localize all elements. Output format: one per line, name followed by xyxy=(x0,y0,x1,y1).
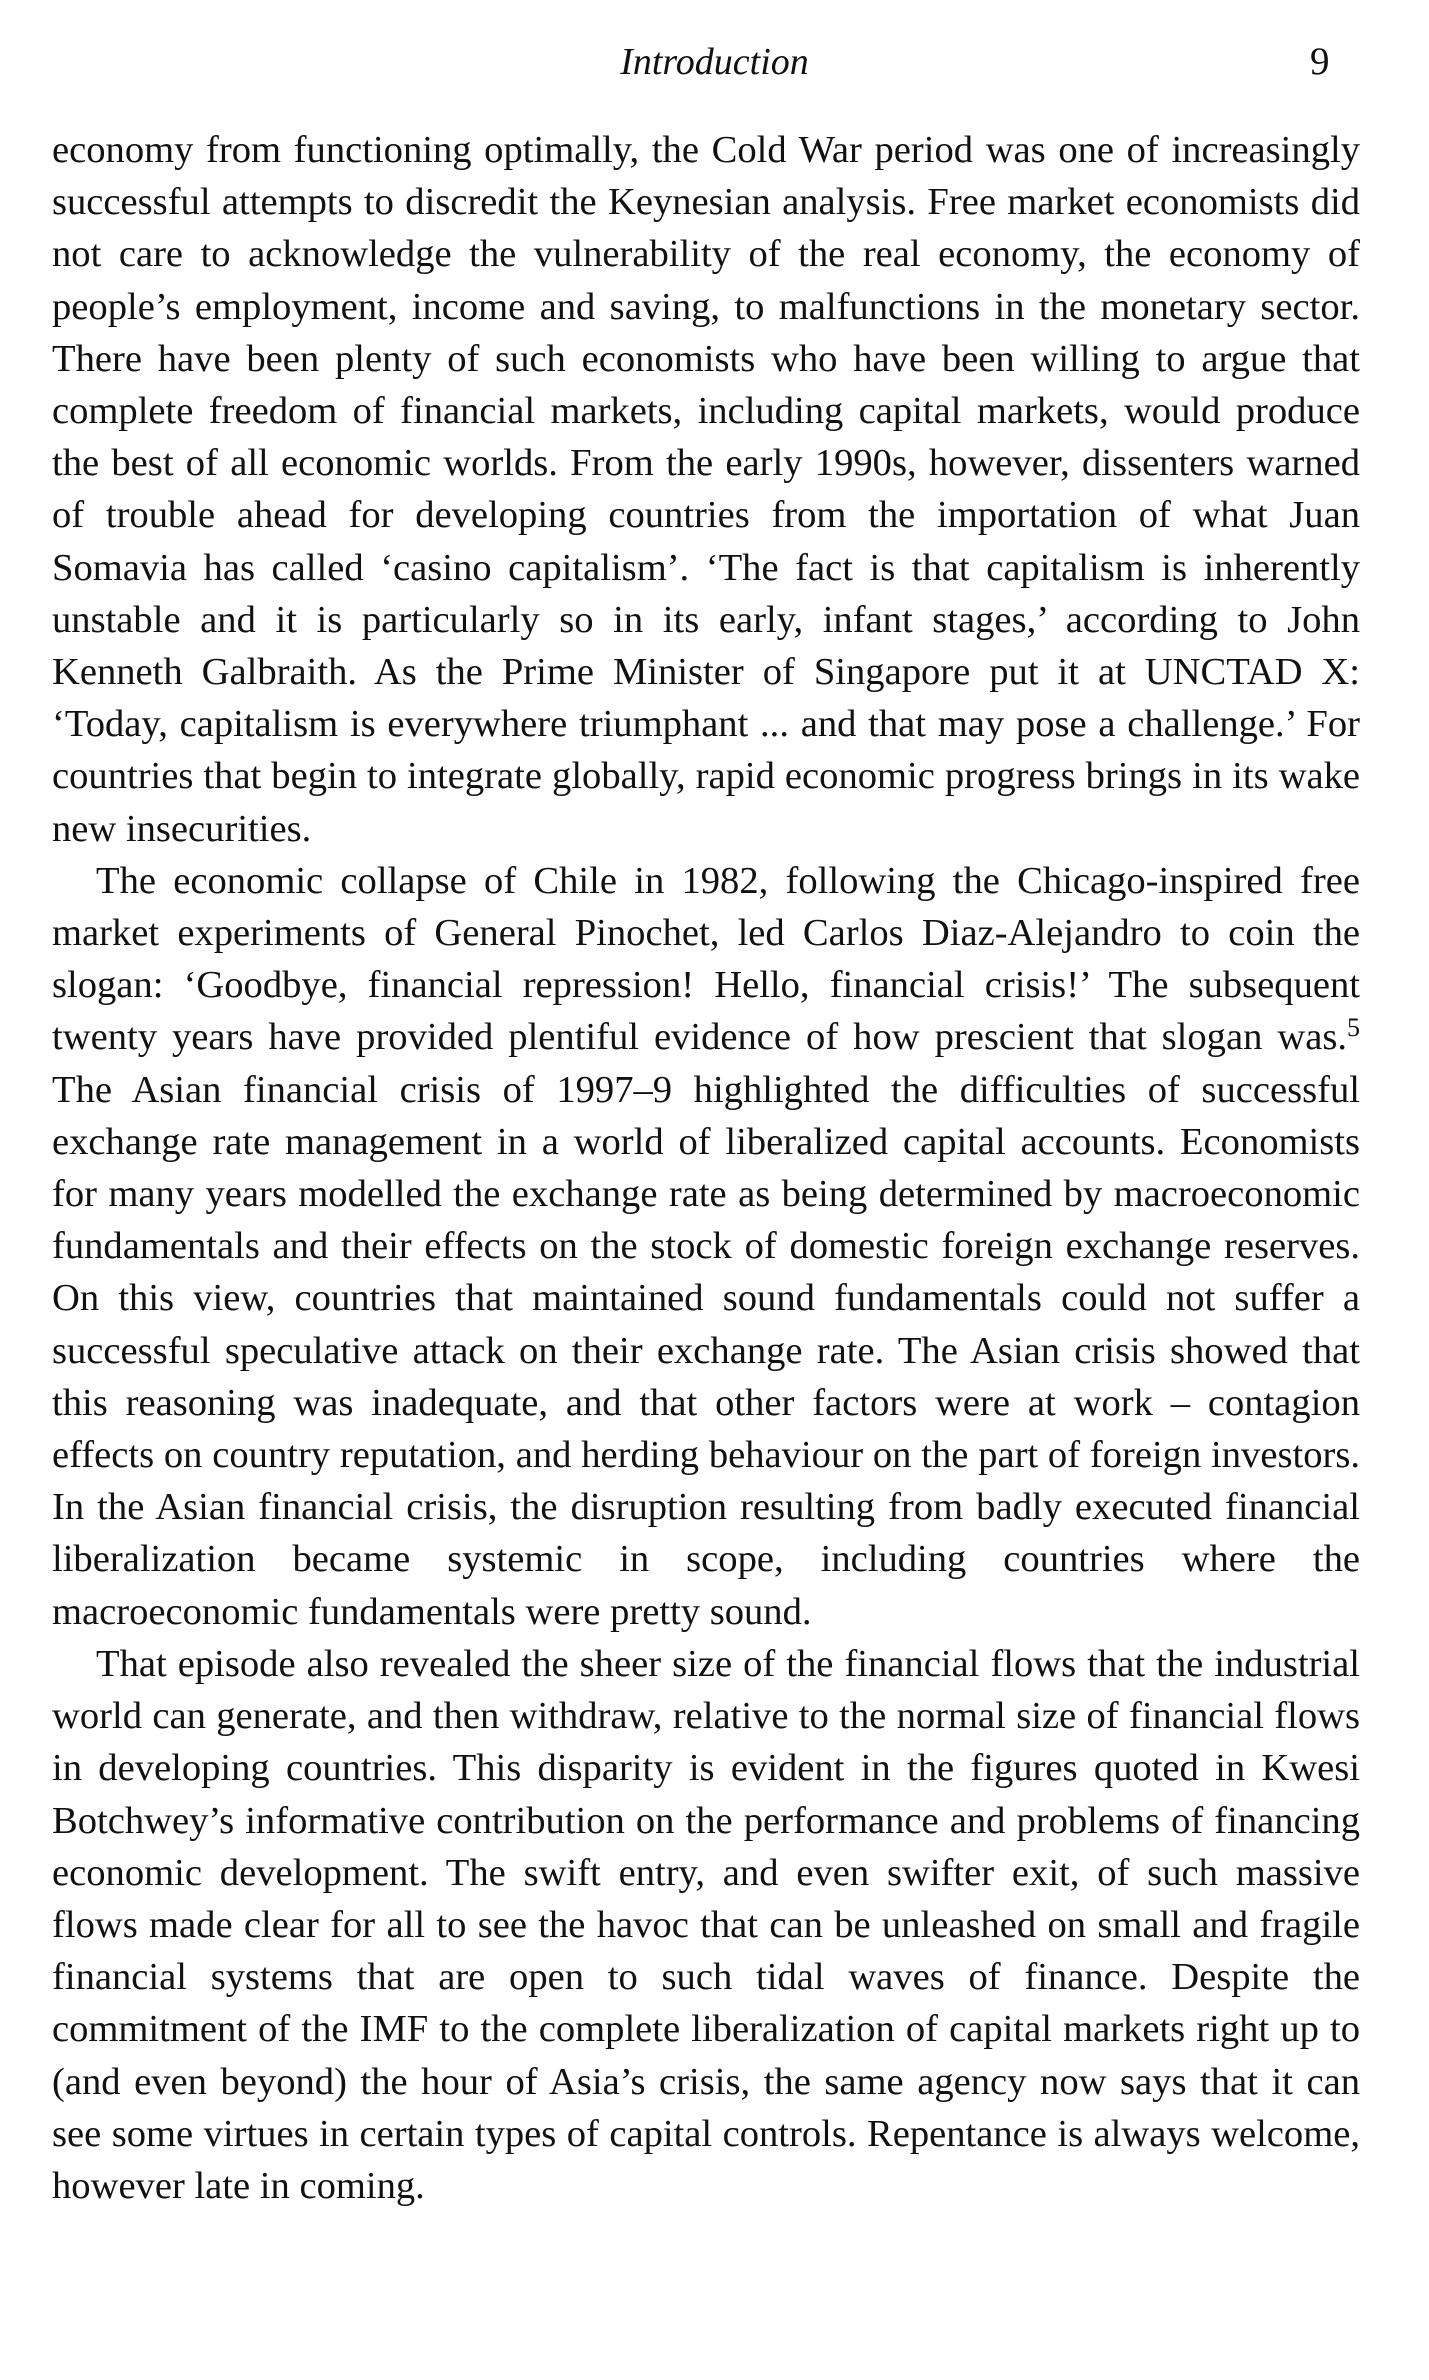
paragraph-3 xyxy=(52,1638,1360,2212)
running-header xyxy=(0,36,1429,88)
paragraph-2-text-after-note: The Asian financial crisis of 1997–9 highlighted the difficulties of successful exchange rate management in a world of liberalized capital accounts. Economists for many years modelled the exchange rate as being determined by macroeconomic fundamentals and their effects on the stock of domestic foreign exchange reserves. On this view, countries that maintained sound fundamentals could not suffer a successful speculative attack on their exchange rate. The Asian crisis showed that this reasoning was inadequate, and that other factors were at work – contagion effects on country reputation, and herding behaviour on the part of foreign investors. In the Asian financial crisis, the disruption resulting from badly executed financial liberalization became systemic in scope, including countries where the macroeconomic fundamentals were pretty sound. xyxy=(52,1068,1360,1633)
paragraph-2 xyxy=(52,855,1360,1638)
footnote-reference[interactable]: 5 xyxy=(1347,1013,1360,1043)
paragraph-2-text-before-note: The economic collapse of Chile in 1982, following the Chicago-inspired free market experiments of General Pinochet, led Carlos Diaz-Alejandro to coin the slogan: ‘Goodbye, financial repression! Hello, financial crisis!’ The subsequent twenty years have provided plentiful evidence of how prescient that slogan was. xyxy=(52,859,1360,1059)
body-text xyxy=(52,124,1360,2212)
running-title: Introduction xyxy=(620,41,809,83)
paragraph-3-text: That episode also revealed the sheer size of the financial flows that the industrial world can generate, and then withdraw, relative to the normal size of financial flows in developing countries. This disparity is evident in the figures quoted in Kwesi Botchwey’s informative contribution on the performance and problems of financing economic development. The swift entry, and even swifter exit, of such massive flows made clear for all to see the havoc that can be unleashed on small and fragile financial systems that are open to such tidal waves of finance. Despite the commitment of the IMF to the complete liberalization of capital markets right up to (and even beyond) the hour of Asia’s crisis, the same agency now says that it can see some virtues in certain types of capital controls. Repentance is always welcome, however late in coming. xyxy=(52,1642,1360,2207)
paragraph-1 xyxy=(52,124,1360,855)
paragraph-1-text: economy from functioning optimally, the Cold War period was one of increasingly successful attempts to discredit the Keynesian analysis. Free market economists did not care to acknowledge the vulnerability of the real economy, the economy of people’s employment, income and saving, to malfunctions in the monetary sector. There have been plenty of such economists who have been willing to argue that complete freedom of financial markets, including capital markets, would produce the best of all economic worlds. From the early 1990s, however, dissenters warned of trouble ahead for developing countries from the importation of what Juan Somavia has called ‘casino capitalism’. ‘The fact is that capitalism is inherently unstable and it is particularly so in its early, infant stages,’ according to John Kenneth Galbraith. As the Prime Minister of Singapore put it at UNCTAD X: ‘Today, capitalism is everywhere triumphant ... and that may pose a challenge.’ For countries that begin to integrate globally, rapid economic progress brings in its wake new insecurities. xyxy=(52,129,1360,850)
page-number: 9 xyxy=(1310,40,1330,83)
